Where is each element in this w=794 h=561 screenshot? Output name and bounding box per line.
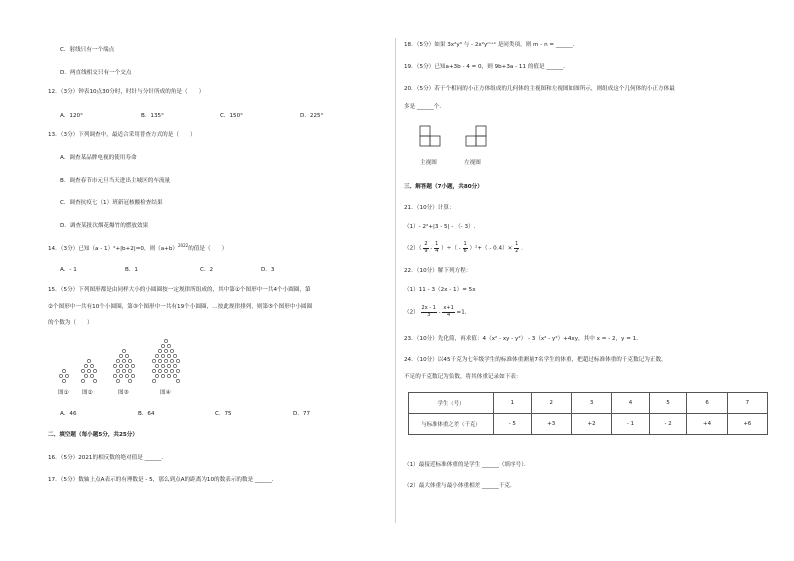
q12-option-d: D．225° xyxy=(300,113,324,119)
fraction-denominator: 6 xyxy=(463,247,467,254)
fraction-numerator: 1 xyxy=(515,241,519,247)
table-cell: 学生（号） xyxy=(409,393,494,414)
table-cell: 4 xyxy=(612,393,650,414)
q14-exponent: 2022 xyxy=(178,243,189,248)
q14-part2: ²+|b+2|=0，则（a+b） xyxy=(113,245,178,252)
q14-part1: 14．（3分）已知（a - 1） xyxy=(48,245,114,252)
fraction-1-2 xyxy=(514,242,519,254)
question-18: 18．（5分）如果 3x²y³ 与 - 2x²yᵐ⁺¹ 是同类项，则 m - n = ______． xyxy=(404,42,579,48)
q14-part3: 的值是（ ） xyxy=(188,245,228,252)
fraction-denominator: 2 xyxy=(515,247,519,254)
figure-4-label: 图④ xyxy=(160,390,171,396)
q14-option-c: C．2 xyxy=(200,267,214,273)
table-cell: 6 xyxy=(687,393,727,414)
option-c-line: C．射线只有一个端点 xyxy=(60,47,115,53)
q24-part-2: （2）最大体重与最小体重相差 ______千克． xyxy=(404,483,516,489)
table-cell: 2 xyxy=(531,393,571,414)
q21-part-1: （1）- 2²+|3 - 5| - （- 3）. xyxy=(404,224,476,230)
fraction-numerator: 1 xyxy=(435,241,439,247)
table-cell: 7 xyxy=(727,393,767,414)
left-view-label: 左视图 xyxy=(464,160,481,166)
q15-option-b: B．64 xyxy=(138,411,155,417)
question-17: 17．（5分）数轴上点A表示的有理数是 - 5，那么到点A的距离为10的数表示的数是 ______． xyxy=(48,477,278,483)
q13-option-d: D．调查某批次烟花爆竹的燃放效果 xyxy=(60,223,149,229)
fraction-numerator: 1 xyxy=(463,241,467,247)
column-divider xyxy=(395,38,396,523)
question-23: 23．（10分）先化简，再求值：4（x² - xy - y²） - 3（x² - y²）+4xy，其中 x = - 2，y = 1． xyxy=(404,336,642,342)
fraction-denominator: 9 xyxy=(424,247,428,254)
table-row xyxy=(409,414,768,435)
fraction-numerator: 2 xyxy=(424,241,428,247)
table-cell: - 1 xyxy=(612,414,650,435)
q12-option-a: A．120° xyxy=(60,113,83,119)
table-cell: - 5 xyxy=(494,414,532,435)
table-cell: +4 xyxy=(687,414,727,435)
figure-3-label: 图③ xyxy=(118,390,129,396)
q22-part-1: （1）11 - 3（2x - 1）= 5x xyxy=(404,287,476,293)
q13-option-c: C．调查抗疫七（1）班新冠核酸检查结果 xyxy=(60,200,163,206)
table-cell: 与标准体重之差（千克） xyxy=(409,414,494,435)
table-cell: +3 xyxy=(531,414,571,435)
option-d-line: D．两直线相交只有一个交点 xyxy=(60,70,132,76)
q21-2-prefix: （2）（ xyxy=(404,245,422,252)
q22-2-op: - xyxy=(438,309,443,316)
question-20-line2: 多是 ______个． xyxy=(404,104,445,110)
weight-table xyxy=(408,392,768,435)
q12-option-c: C．150° xyxy=(220,113,243,119)
question-19: 19．（5分）已知a+3b - 4 = 0，则 9b+3a - 11 的值是 ______． xyxy=(404,64,569,70)
q13-option-b: B．调查春节市元旦当天进出主城区的车流量 xyxy=(60,178,171,184)
fraction-denominator: 4 xyxy=(435,247,439,254)
q14-option-b: B．1 xyxy=(125,267,138,273)
section-2-heading: 二、填空题（每小题5分，共25分） xyxy=(48,432,138,438)
fraction-numerator: x+1 xyxy=(443,305,454,311)
q13-option-a: A．调查某品牌电视的使用寿命 xyxy=(60,155,137,161)
q12-option-b: B．135° xyxy=(141,113,164,119)
q21-2-op2: ）÷（ - xyxy=(441,245,463,252)
q24-part-1: （1）最接近标准体重的是学生 ______（填序号）． xyxy=(404,462,530,468)
figure-2-label: 图② xyxy=(82,390,93,396)
figure-1-label: 图① xyxy=(58,390,69,396)
fraction-2-9 xyxy=(423,242,428,254)
question-16: 16．（5分）2021的相反数的绝对值是 ______． xyxy=(48,455,167,461)
table-cell: - 2 xyxy=(649,414,687,435)
q15-option-a: A．46 xyxy=(60,411,77,417)
fraction-denominator: 3 xyxy=(427,311,431,318)
fraction-denominator: 4 xyxy=(447,311,451,318)
circle-pattern-figure xyxy=(56,333,206,401)
q14-option-a: A．- 1 xyxy=(60,267,77,273)
front-view-label: 主视图 xyxy=(420,160,437,166)
question-20-line1: 20．（5分）若干个相同的小正方体组成的几何体的主视图和左视图如图所示，则组成这个几何体的小正方体最 xyxy=(404,86,675,92)
question-12: 12．（3分）钟表10点30分时，时针与分针所成的角是（ ） xyxy=(48,89,205,95)
question-15-line3: 的个数为（ ） xyxy=(48,320,93,326)
views-figure xyxy=(418,122,508,154)
question-24-line1: 24．（10分）以45千克为七年级学生的标准体重测量7名学生的体重，把超过标准体重的千克数记为正数， xyxy=(404,357,667,363)
q15-option-c: C．75 xyxy=(215,411,232,417)
q21-2-op3: ）²+（ - 0.4）× xyxy=(469,245,513,252)
section-3-heading: 三、解答题（7小题，共80分） xyxy=(404,184,483,190)
q22-2-prefix: （2） xyxy=(404,309,419,316)
question-22: 22．（10分）解下列方程： xyxy=(404,268,472,274)
q14-option-d: D．3 xyxy=(261,267,275,273)
table-header-row xyxy=(409,393,768,414)
table-cell: 5 xyxy=(649,393,687,414)
fraction-1-4 xyxy=(434,242,439,254)
question-15-line2: ②个图形中一共有10个小圆圈，第③个图形中一共有19个小圆圈，…按此规律排列，则第⑤个图形中小圆圈 xyxy=(48,304,313,310)
table-cell: 3 xyxy=(571,393,611,414)
q15-option-d: D．77 xyxy=(293,411,311,417)
question-24-line2: 不足的千克数记为负数，将其体重记录如下表： xyxy=(404,374,522,380)
q22-2-end: =1． xyxy=(456,309,471,316)
table-cell: +6 xyxy=(727,414,767,435)
question-21: 21．（10分）计算： xyxy=(404,205,455,211)
q21-2-end: ． xyxy=(521,245,527,252)
question-13: 13．（3分）下列调查中，最适合采用普查方式的是（ ） xyxy=(48,132,196,138)
question-14 xyxy=(48,242,227,253)
fraction-2x-1-over-3 xyxy=(421,306,437,318)
q22-part-2 xyxy=(404,306,470,318)
fraction-numerator: 2x - 1 xyxy=(421,305,436,311)
q21-part-2 xyxy=(404,242,527,254)
question-15-line1: 15．（5分）下列图形都是由同样大小的小圆圈按一定规律所组成的，其中第①个图形中一共4个小圆圈，第 xyxy=(48,287,311,293)
table-cell: +2 xyxy=(571,414,611,435)
fraction-1-6 xyxy=(463,242,468,254)
table-cell: 1 xyxy=(494,393,532,414)
q21-2-op1: - xyxy=(430,245,435,252)
fraction-x+1-over-4 xyxy=(442,306,454,318)
